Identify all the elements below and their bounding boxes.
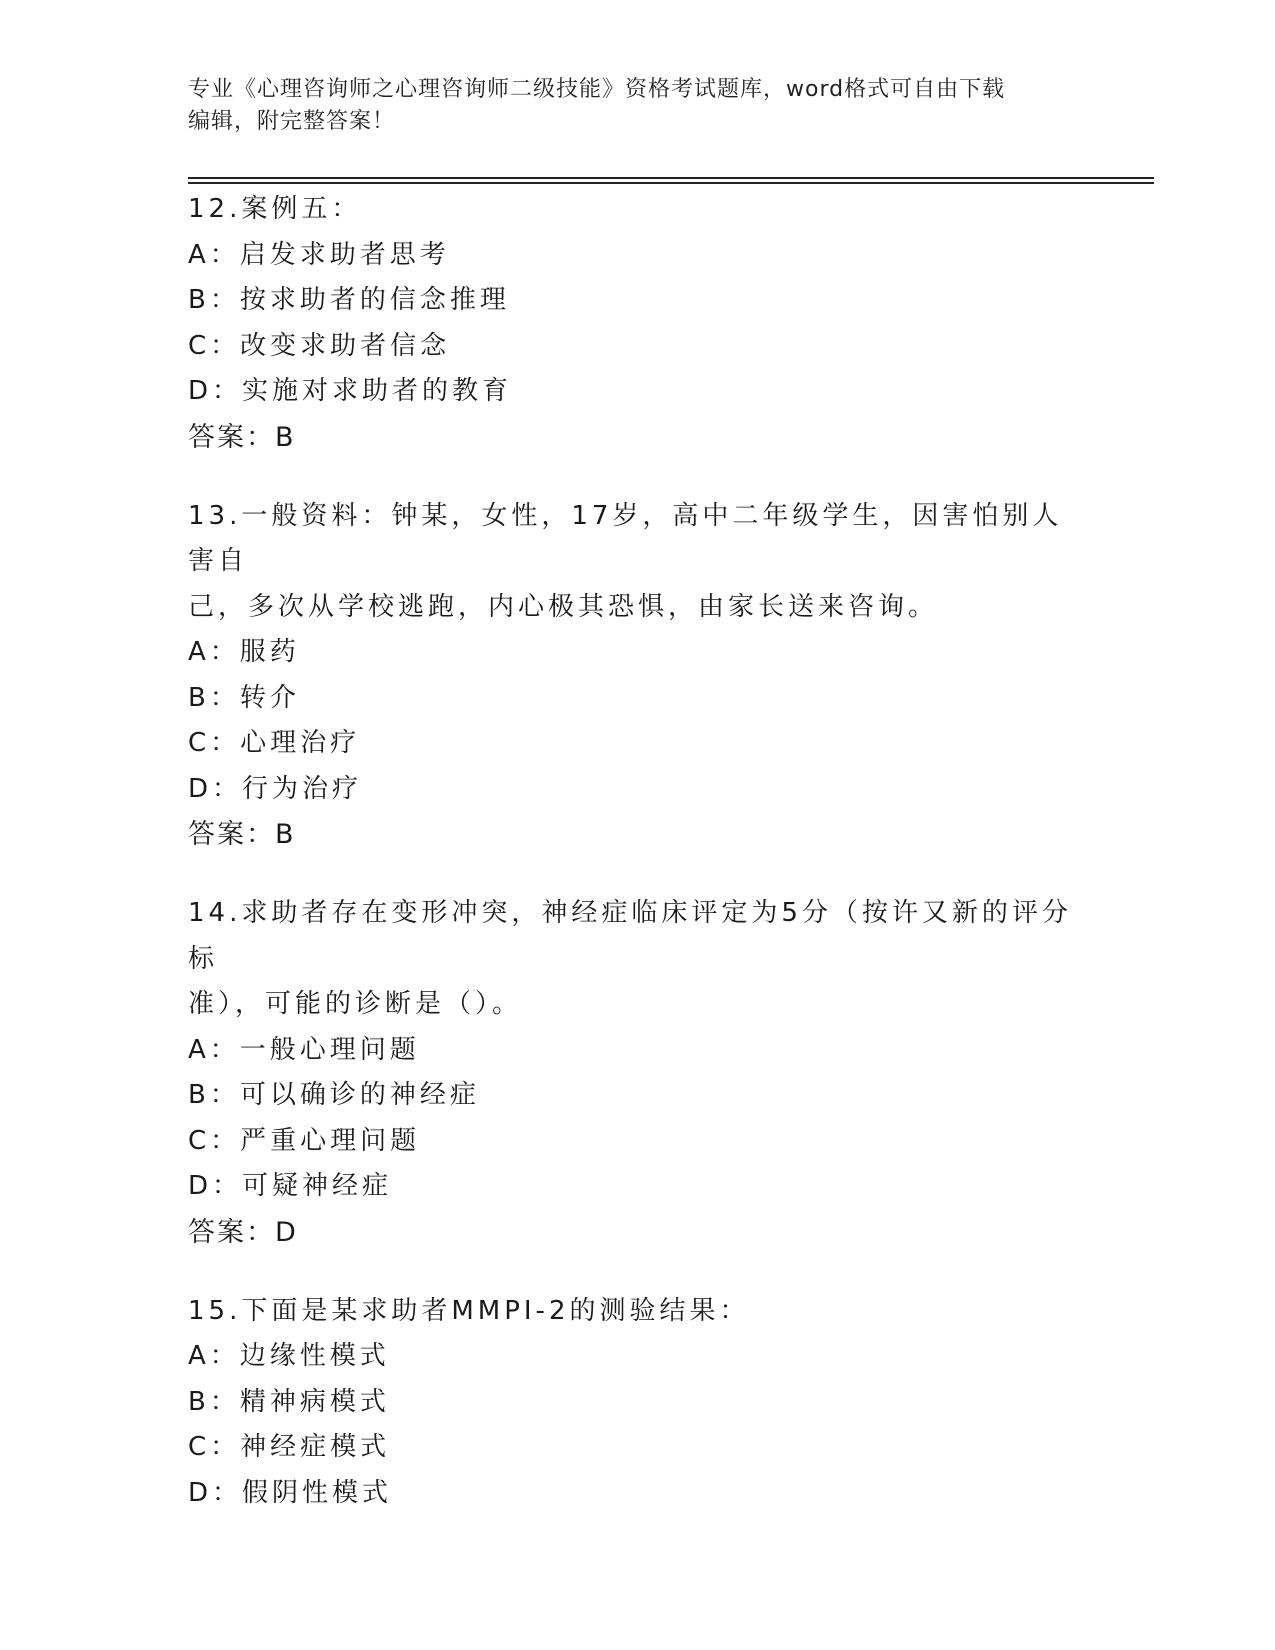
option-a: A：一般心理问题 — [188, 1034, 420, 1065]
option-c: C：改变求助者信念 — [188, 330, 451, 361]
header-line-2: 编辑，附完整答案！ — [188, 109, 396, 134]
question-14 — [188, 891, 1088, 1255]
option-d: D：行为治疗 — [188, 773, 363, 804]
option-a: A：边缘性模式 — [188, 1341, 390, 1371]
question-stem-line-1: 14.求助者存在变形冲突，神经症临床评定为5分（按许又新的评分标 — [188, 898, 1072, 974]
question-stem-line-1: 13.一般资料：钟某，女性，17岁，高中二年级学生，因害怕别人害自 — [188, 500, 1063, 576]
answer-line: 答案：B — [188, 819, 296, 850]
question-stem-line-2: 己，多次从学校逃跑，内心极其恐惧，由家长送来咨询。 — [188, 591, 939, 622]
option-c: C：神经症模式 — [188, 1432, 391, 1462]
option-b: B：精神病模式 — [188, 1386, 390, 1417]
option-c: C：严重心理问题 — [188, 1125, 421, 1156]
question-stem-line-2: 准），可能的诊断是（）。 — [188, 989, 523, 1019]
option-b: B：按求助者的信念推理 — [188, 285, 510, 315]
question-13 — [188, 494, 1088, 858]
answer-line: 答案：B — [188, 421, 296, 453]
option-d: D：可疑神经症 — [188, 1171, 393, 1201]
option-a: A：服药 — [188, 637, 300, 667]
question-stem: 15.下面是某求助者MMPI-2的测验结果： — [188, 1295, 750, 1326]
document-header — [188, 74, 1088, 138]
question-list — [188, 187, 1088, 1550]
header-rule-top — [188, 177, 1154, 179]
option-c: C：心理治疗 — [188, 728, 361, 758]
question-12 — [188, 187, 1088, 460]
header-line-1: 专业《心理咨询师之心理咨询师二级技能》资格考试题库，word格式可自由下载 — [188, 77, 1006, 102]
option-b: B：可以确诊的神经症 — [188, 1080, 480, 1110]
answer-line: 答案：D — [188, 1216, 298, 1248]
question-15 — [188, 1289, 1088, 1517]
option-d: D：实施对求助者的教育 — [188, 376, 513, 406]
header-rule-bottom — [188, 182, 1154, 184]
question-stem: 12.案例五： — [188, 194, 362, 224]
option-b: B：转介 — [188, 682, 300, 713]
option-a: A：启发求助者思考 — [188, 239, 450, 270]
option-d: D：假阴性模式 — [188, 1477, 393, 1508]
